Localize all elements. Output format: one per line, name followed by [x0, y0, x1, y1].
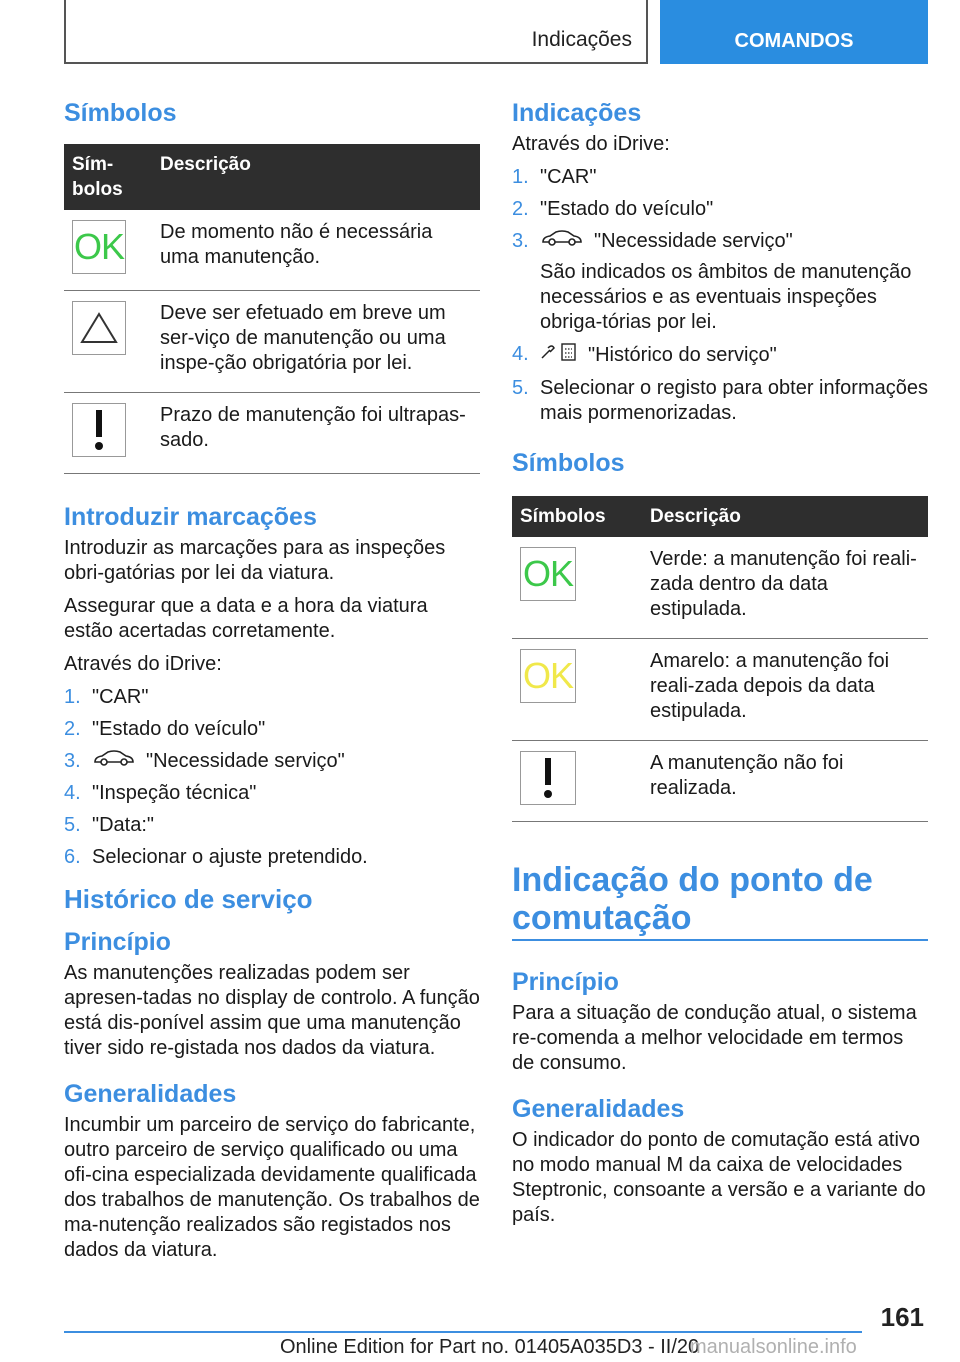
row-description: Amarelo: a manutenção foi reali-zada depois da data estipulada.	[642, 639, 928, 741]
car-icon	[92, 749, 136, 774]
step-text: Selecionar o ajuste pretendido.	[92, 846, 368, 869]
heading-historico: Histórico de serviço	[64, 884, 313, 915]
ok-green-icon	[520, 547, 576, 601]
paragraph: Para a situação de condução atual, o sistema re-comenda a melhor velocidade em termos de consumo.	[512, 1002, 917, 1074]
header-chapter-title: COMANDOS	[734, 30, 854, 52]
step-number: 5.	[64, 814, 81, 837]
page-number: 161	[880, 1302, 924, 1332]
step-text: "Data:"	[92, 814, 155, 837]
list-item	[64, 717, 480, 742]
paragraph: O indicador do ponto de comutação está ativo no modo manual M da caixa de velocidades Steptronic, consoante a versão e a variante do país.	[512, 1129, 926, 1226]
table-row	[512, 537, 928, 639]
header-section-box	[64, 0, 648, 64]
list-item	[64, 813, 480, 838]
step-number: 2.	[512, 198, 529, 220]
paragraph: Através do iDrive:	[512, 133, 670, 155]
watermark: manualsonline.info	[690, 1336, 857, 1358]
list-item	[64, 845, 480, 870]
step-text: "Inspeção técnica"	[92, 782, 257, 805]
left-column	[64, 98, 480, 1271]
steps-list	[512, 165, 928, 426]
list-item	[512, 229, 928, 335]
step-text: Selecionar o registo para obter informações mais pormenorizadas.	[540, 377, 928, 425]
heading-generalidades-2: Generalidades	[512, 1095, 685, 1123]
step-number: 6.	[64, 846, 81, 869]
step-text: "Estado do veículo"	[540, 198, 714, 220]
table-row	[64, 291, 480, 393]
table-row	[512, 741, 928, 822]
ok-icon-text: OK	[522, 655, 573, 697]
list-item	[64, 685, 480, 710]
header-chapter-tab	[660, 0, 928, 64]
table-row	[64, 393, 480, 474]
paragraph: Assegurar que a data e a hora da viatura estão acertadas corretamente.	[64, 595, 428, 642]
symbols-table-2	[512, 496, 928, 822]
header-section-title: Indicações	[531, 28, 632, 51]
steps-list	[64, 685, 480, 870]
step-number: 3.	[512, 230, 529, 252]
paragraph: Através do iDrive:	[64, 653, 222, 675]
footer-edition: Online Edition for Part no. 01405A035D3 - II/20	[280, 1336, 700, 1358]
paragraph: Incumbir um parceiro de serviço do fabricante, outro parceiro de serviço qualificado ou uma ofi-cina especializada devidamente qualificada dos trabalhos de manutenção. Os trabalhos de ma-nutenção realizados são registados nos dados da viatura.	[64, 1114, 480, 1262]
ok-icon-text: OK	[73, 226, 124, 267]
step-number: 4.	[64, 782, 81, 805]
symbols-table-1	[64, 144, 480, 474]
list-item	[512, 342, 928, 369]
car-icon	[540, 229, 584, 254]
exclamation-icon	[520, 751, 576, 805]
step-number: 2.	[64, 718, 81, 740]
step-number: 5.	[512, 377, 529, 400]
list-item	[64, 781, 480, 806]
right-column	[512, 98, 928, 1236]
heading-generalidades: Generalidades	[64, 1080, 237, 1109]
ok-green-icon	[72, 220, 126, 274]
table-head-description: Descrição	[642, 496, 928, 537]
paragraph: Introduzir as marcações para as inspeções obri-gatórias por lei da viatura.	[64, 537, 446, 584]
ok-icon-text: OK	[522, 553, 573, 595]
row-description: Deve ser efetuado em breve um ser-viço de manutenção ou uma inspe-ção obrigatória por lei.	[152, 291, 480, 393]
heading-indicacoes: Indicações	[512, 99, 642, 127]
list-item	[512, 165, 928, 190]
step-number: 1.	[512, 166, 529, 188]
step-text: "Necessidade serviço"	[146, 750, 345, 772]
row-description: A manutenção não foi realizada.	[642, 741, 928, 822]
list-item	[512, 376, 928, 426]
row-description: Verde: a manutenção foi reali-zada dentro da data estipulada.	[642, 537, 928, 639]
heading-simbolos: Símbolos	[64, 99, 177, 127]
step-text: "Estado do veículo"	[92, 718, 266, 740]
paragraph: As manutenções realizadas podem ser apresen-tadas no display de controlo. A função está dis-ponível assim que uma manutenção tiver sido re-gistada nos dados da viatura.	[64, 962, 480, 1060]
step-text: "CAR"	[540, 166, 597, 188]
row-description: De momento não é necessária uma manutenção.	[152, 210, 480, 291]
list-item	[512, 197, 928, 222]
warning-triangle-icon	[72, 301, 126, 355]
ok-yellow-icon	[520, 649, 576, 703]
row-description: Prazo de manutenção foi ultrapas-sado.	[152, 393, 480, 474]
list-item	[64, 749, 480, 774]
heading-principio: Princípio	[64, 928, 171, 957]
exclamation-icon	[72, 403, 126, 457]
heading-indicacao-ponto: Indicação do ponto de comutação	[512, 861, 873, 937]
step-number: 3.	[64, 750, 81, 772]
step-text: "Necessidade serviço"	[594, 230, 793, 252]
section-heading-rule	[512, 862, 928, 941]
table-row	[512, 639, 928, 741]
heading-principio-2: Princípio	[512, 968, 619, 996]
footer-rule	[64, 1331, 862, 1333]
service-history-icon	[540, 342, 578, 369]
step-number: 1.	[64, 686, 81, 708]
table-head-symbol: Sím- bolos	[64, 144, 152, 210]
table-head-symbol: Símbolos	[512, 496, 642, 537]
step-subtext: São indicados os âmbitos de manutenção necessários e as eventuais inspeções obriga-tórias por lei.	[540, 261, 912, 334]
heading-introduzir: Introduzir marcações	[64, 503, 317, 531]
step-text: "Histórico do serviço"	[588, 344, 777, 366]
table-row	[64, 210, 480, 291]
step-number: 4.	[512, 343, 529, 366]
heading-simbolos-2: Símbolos	[512, 449, 625, 478]
step-text: "CAR"	[92, 686, 149, 708]
table-head-description: Descrição	[152, 144, 480, 210]
